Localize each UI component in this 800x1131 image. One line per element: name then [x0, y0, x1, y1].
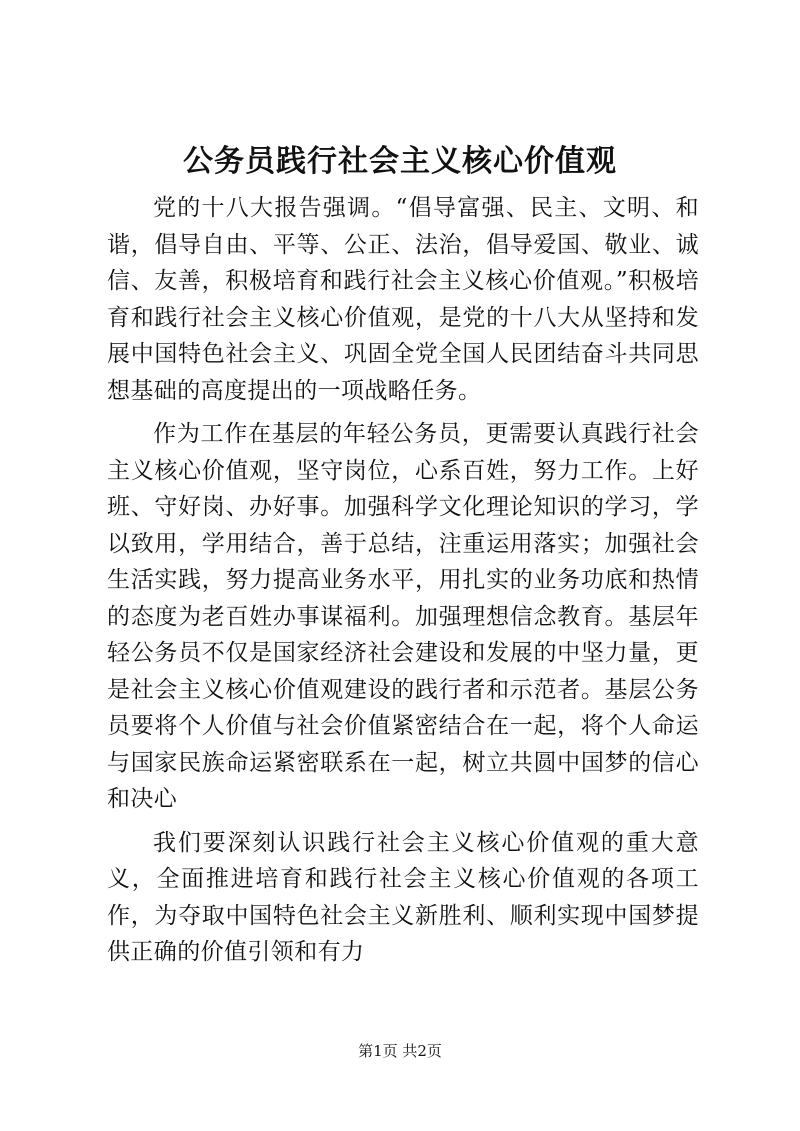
page-title: 公务员践行社会主义核心价值观 — [183, 144, 617, 179]
page-footer: 第1页 共2页 — [358, 1042, 442, 1060]
paragraph-2: 作为工作在基层的年轻公务员，更需要认真践行社会主义核心价值观，坚守岗位，心系百姓，努力工作。上好班、守好岗、办好事。加强科学文化理论知识的学习，学以致用，学用结合，善于总结，注重运用落实；加强社会生活实践，努力提高业务水平，用扎实的业务功底和热情的态度为老百姓办事谋福利。加强理想信念教育。基层年轻公务员不仅是国家经济社会建设和发展的中坚力量，更是社会主义核心价值观建设的践行者和示范者。基层公务员要将个人价值与社会价值紧密结合在一起，将个人命运与国家民族命运紧密联系在一起，树立共圆中国梦的信心和决心 — [107, 421, 699, 812]
paragraph-3: 我们要深刻认识践行社会主义核心价值观的重大意义，全面推进培育和践行社会主义核心价值观的各项工作，为夺取中国特色社会主义新胜利、顺利实现中国梦提供正确的价值引领和有力 — [107, 829, 699, 965]
document-body — [107, 190, 699, 978]
paragraph-1: 党的十八大报告强调。“倡导富强、民主、文明、和谐，倡导自由、平等、公正、法治，倡导爱国、敬业、诚信、友善，积极培育和践行社会主义核心价值观。”积极培育和践行社会主义核心价值观，是党的十八大从坚持和发展中国特色社会主义、巩固全党全国人民团结奋斗共同思想基础的高度提出的一项战略任务。 — [107, 195, 699, 404]
